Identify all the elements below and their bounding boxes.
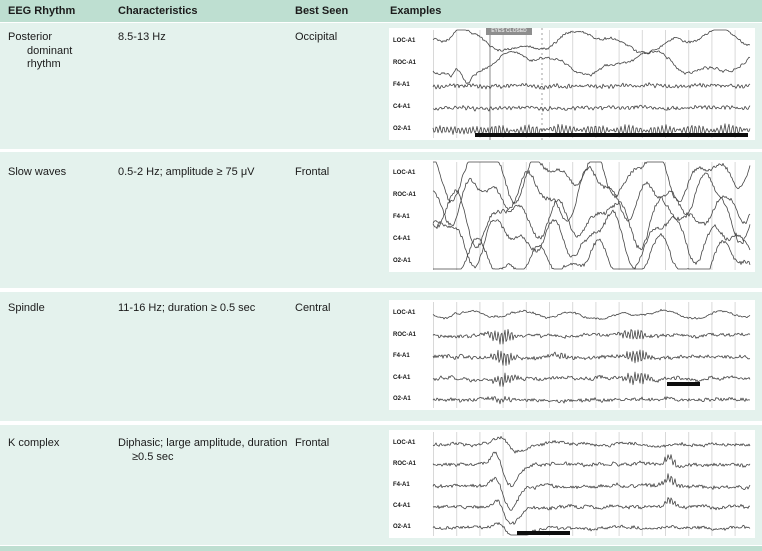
best-seen-cell: Frontal [295,437,330,449]
eeg-traces [389,430,755,538]
channel-label: LOC-A1 [393,170,416,176]
channel-label: LOC-A1 [393,440,416,446]
characteristics-cell: 11-16 Hz; duration ≥ 0.5 sec [118,302,256,314]
eeg-traces [389,28,755,140]
eeg-example-k-complex [389,430,755,538]
eyes-closed-annotation: EYES CLOSED [486,28,532,35]
channel-label: O2-A1 [393,396,411,402]
rhythm-cell: Slow waves [8,166,67,178]
eeg-example-slow-waves [389,160,755,272]
channel-label: C4-A1 [393,236,411,242]
characteristics-cell: Diphasic; large amplitude, duration ≥0.5 sec [118,437,288,463]
channel-label: O2-A1 [393,524,411,530]
table-row [0,152,762,288]
channel-label: C4-A1 [393,503,411,509]
channel-label: C4-A1 [393,104,411,110]
best-seen-cell: Occipital [295,31,338,43]
characteristics-cell: 0.5-2 Hz; amplitude ≥ 75 μV [118,166,255,178]
rhythm-cell: Spindle [8,302,45,314]
table-row [0,23,762,149]
best-seen-cell: Central [295,302,331,314]
highlight-bar [517,531,570,535]
channel-label: F4-A1 [393,482,410,488]
highlight-bar [667,382,700,386]
channel-label: ROC-A1 [393,60,417,66]
channel-label: ROC-A1 [393,331,417,338]
channel-label: F4-A1 [393,214,410,220]
highlight-bar [475,133,748,137]
table-row [0,425,762,545]
channel-label: F4-A1 [393,82,410,88]
header-characteristics: Characteristics [118,5,198,17]
eeg-example-spindle [389,300,755,410]
channel-label: O2-A1 [393,258,411,264]
header-best-seen: Best Seen [295,5,349,17]
channel-label: O2-A1 [393,126,411,132]
eeg-traces [389,300,755,410]
channel-label: LOC-A1 [393,38,416,44]
table-row [0,292,762,421]
characteristics-cell: 8.5-13 Hz [118,31,166,43]
channel-label: ROC-A1 [393,461,417,467]
eeg-traces [389,160,755,272]
rhythm-cell: K complex [8,437,60,449]
header-examples: Examples [390,5,442,17]
table-bottom-rule [0,546,762,551]
header-eeg-rhythm: EEG Rhythm [8,5,76,17]
rhythm-cell: Posterior dominant rhythm [8,31,73,70]
table-header-row [0,0,762,22]
channel-label: LOC-A1 [393,310,416,316]
channel-label: ROC-A1 [393,192,417,198]
channel-label: F4-A1 [393,353,410,359]
eeg-example-posterior-dominant-rhythm [389,28,755,140]
channel-label: C4-A1 [393,374,411,381]
best-seen-cell: Frontal [295,166,330,178]
